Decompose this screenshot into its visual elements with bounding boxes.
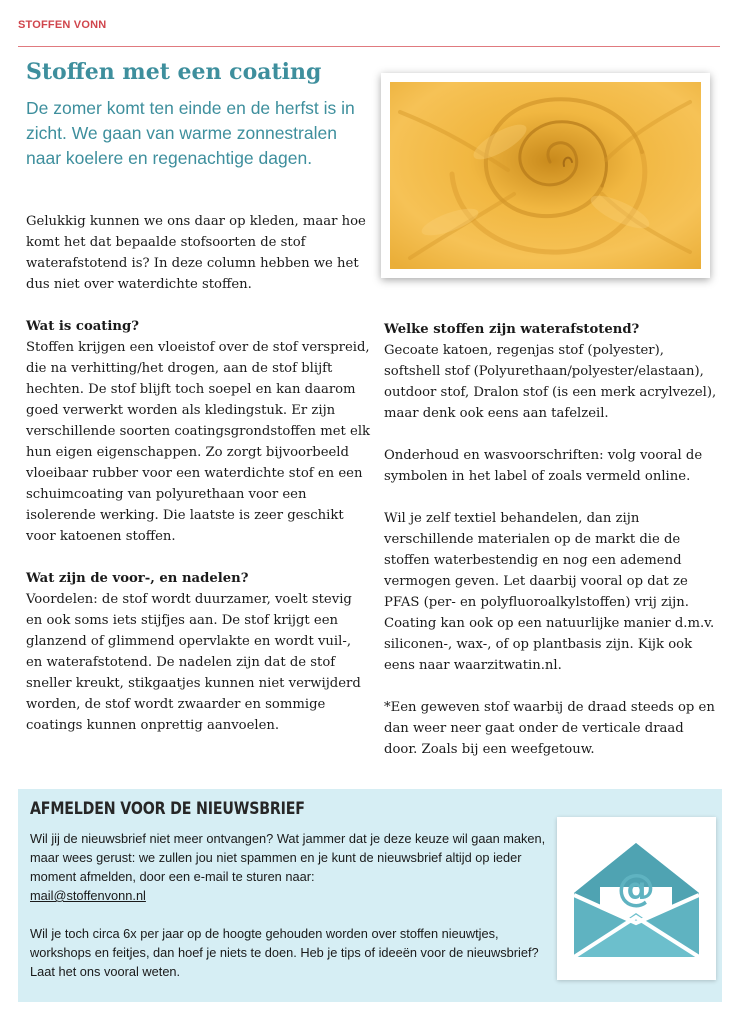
envelope-image-frame — [557, 817, 716, 980]
article-title: Stoffen met een coating — [26, 59, 322, 85]
article-lead: De zomer komt ten einde en de herfst is in zicht. We gaan van warme zonnestralen naar koelere en regenachtige dagen. — [26, 98, 355, 168]
treat-paragraph: Wil je zelf textiel behandelen, dan zijn verschillende materialen op de markt die de stoffen waterbestendig en nog een ademend vermogen geven. Let daarbij vooral op dat ze PFAS (per- en polyfluoroalkylstoffen) vrij zijn. Coating kan ook op een natuurlijke manier d.m.v. siliconen-, wax-, of op plantbasis zijn. Kijk ook eens naar waarzitwatin.nl. — [384, 511, 715, 673]
newsletter-text-2: Wil je toch circa 6x per jaar op de hoogte gehouden worden over stoffen nieuwtjes, workshops en feitjes, dan hoef je niets te doen. Heb je tips of ideeën voor de nieuwsbrief? Laat het ons vooral weten. — [30, 926, 539, 979]
header-divider — [18, 46, 720, 47]
section-text-coating: Stoffen krijgen een vloeistof over de stof verspreid, die na verhitting/het drogen, aan de stof blijft hechten. De stof blijft toch soepel en kan daarom goed verwerkt worden als kledingstuk. Er zijn verschillende soorten coatingsgrondstoffen met elk hun eigen eigenschappen. Zo zorgt bijvoorbeeld vloeibaar rubber voor een waterdichte stof en een schuimcoating van polyurethaan voor een isolerende werking. Die laatste is zeer geschikt voor katoenen stoffen. — [26, 340, 371, 544]
envelope-at-icon — [570, 839, 703, 959]
section-heading-pros-cons: Wat zijn de voor-, en nadelen? — [26, 571, 249, 586]
article-intro: Gelukkig kunnen we ons daar op kleden, maar hoe komt het dat bepaalde stofsoorten de stof waterafstotend is? In deze column hebben we het dus niet over waterdichte stoffen. — [26, 214, 366, 292]
svg-text:@: @ — [617, 866, 655, 910]
section-heading-coating: Wat is coating? — [26, 319, 139, 334]
section-text-pros-cons: Voordelen: de stof wordt duurzamer, voelt stevig en ook soms iets stijfjes aan. De stof krijgt een glanzend of glimmend opervlakte en wordt vuil-, en waterafstotend. De nadelen zijn dat de stof sneller kreukt, stikgaatjes kunnen niet verwijderd worden, de stof wordt zwaarder en sommige coatings kunnen onprettig aanvoelen. — [26, 592, 361, 733]
footnote: *Een geweven stof waarbij de draad steeds op en dan weer neer gaat onder de verticale draad door. Zoals bij een weefgetouw. — [384, 700, 715, 757]
article-column-right — [384, 319, 720, 760]
fabric-photo-frame — [381, 73, 710, 278]
article-column-left — [26, 211, 371, 736]
newsletter-text-1: Wil jij de nieuwsbrief niet meer ontvangen? Wat jammer dat je deze keuze wil gaan maken, maar wees gerust: we zullen jou niet spammen en je kunt de nieuwsbrief altijd op ieder moment afmelden, door een e-mail te sturen naar: — [30, 831, 546, 884]
newsletter-email-link[interactable]: mail@stoffenvonn.nl — [30, 888, 146, 903]
newsletter-title: AFMELDEN VOOR DE NIEUWSBRIEF — [30, 799, 305, 818]
care-paragraph: Onderhoud en wasvoorschriften: volg vooral de symbolen in het label of zoals vermeld online. — [384, 448, 703, 484]
section-heading-fabrics: Welke stoffen zijn waterafstotend? — [384, 322, 640, 337]
newsletter-text — [30, 829, 555, 1000]
yellow-fabric-photo — [390, 82, 701, 269]
section-text-fabrics: Gecoate katoen, regenjas stof (polyester), softshell stof (Polyurethaan/polyester/elastaan), outdoor stof, Dralon stof (is een merk acrylvezel), maar denk ook eens aan tafelzeil. — [384, 343, 717, 421]
brand-label: STOFFEN VONN — [18, 19, 107, 31]
